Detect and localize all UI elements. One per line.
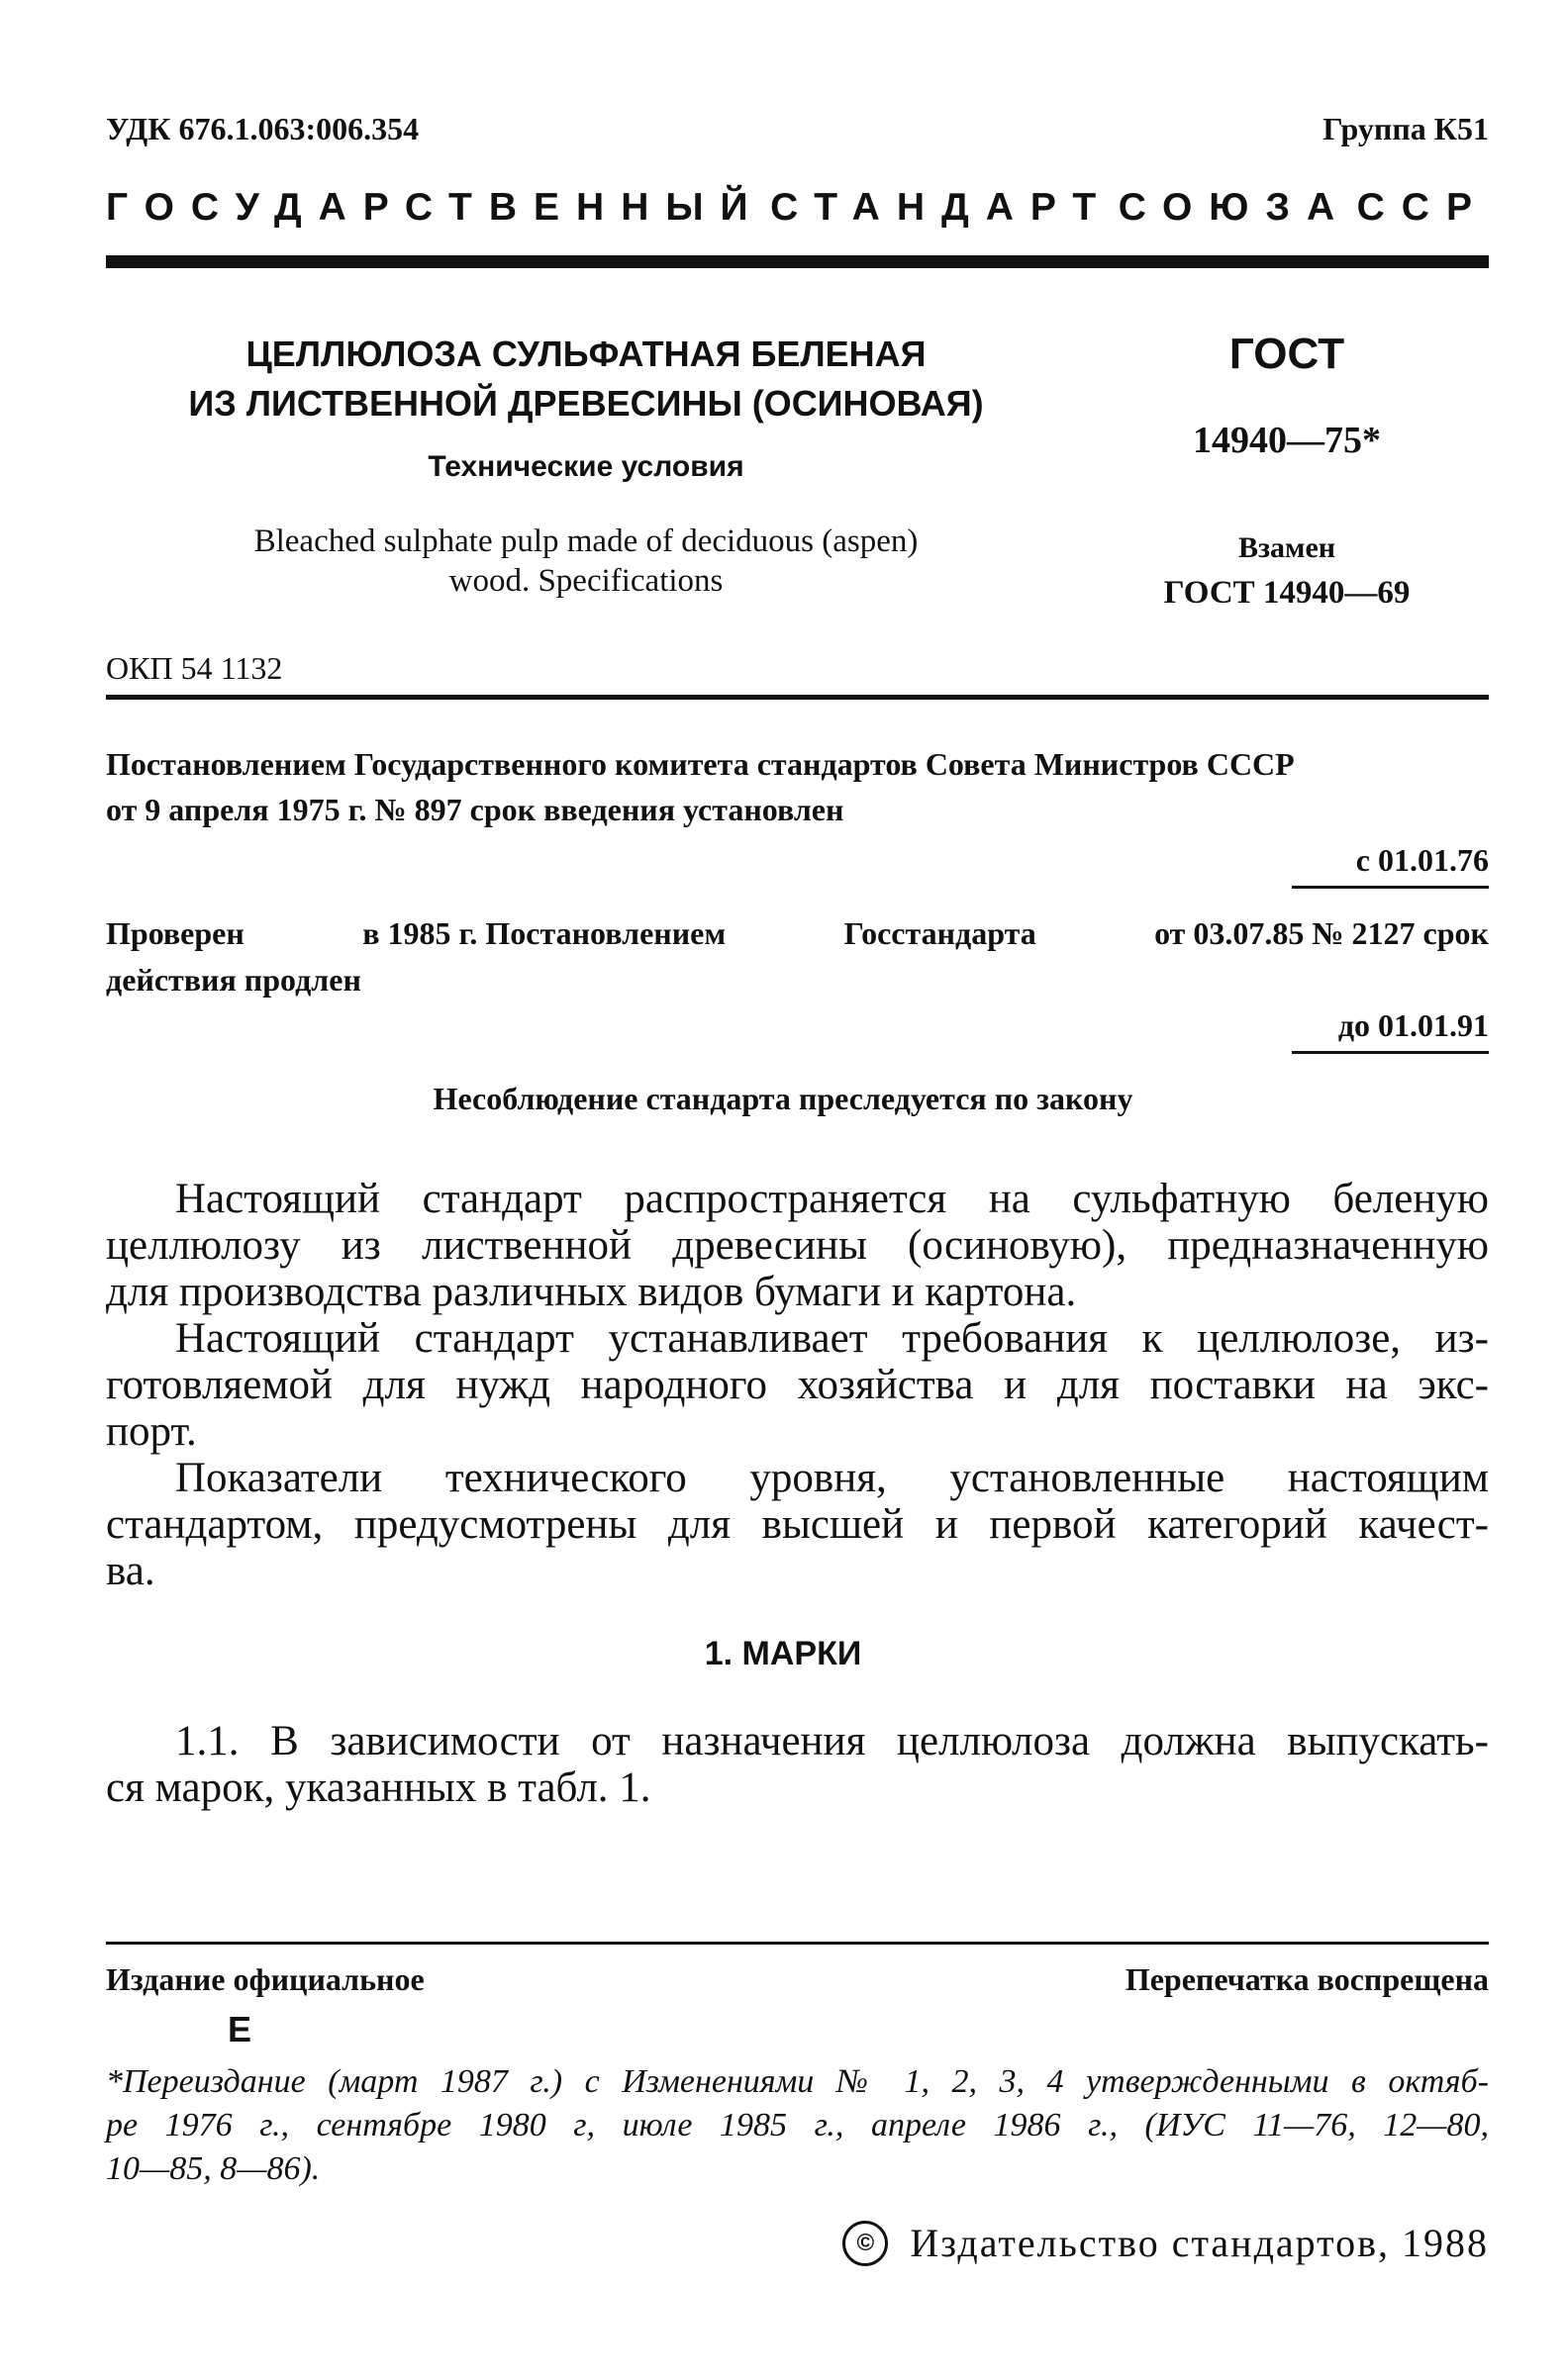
check-part: Госстандарта (843, 915, 1036, 951)
check-line-1 (106, 915, 1489, 952)
reprint-prohibited: Перепечатка воспрещена (1125, 1961, 1489, 1997)
heading-word: СОЮЗА (1118, 186, 1352, 229)
official-edition: Издание официальное (106, 1961, 425, 1997)
body-line: ся марок, указанных в табл. 1. (106, 1764, 651, 1811)
gost-label: ГОСТ (1228, 330, 1345, 378)
date-underline (1292, 886, 1489, 889)
footnote-line: *Переиздание (март 1987 г.) с Изменениями № 1, 2, 3, 4 утвержденными в октяб- (106, 2063, 1489, 2100)
gost-number: 14940—75* (1193, 420, 1381, 461)
body-line: 1.1. В зависимости от назначения целлюлоза должна выпускать- (175, 1718, 1489, 1764)
check-part: от 03.07.85 № 2127 срок (1154, 915, 1489, 951)
body-line: готовляемой для нужд народного хозяйства и для поставки на экс- (106, 1362, 1489, 1408)
heading-word: СТАНДАРТ (770, 186, 1114, 229)
body-line: стандартом, предусмотрены для высшей и первой категорий качест- (106, 1501, 1489, 1548)
group-code: Группа К51 (1322, 111, 1489, 146)
replaces-gost: ГОСТ 14940—69 (1163, 575, 1411, 611)
footnote-line: ре 1976 г., сентябре 1980 г, июле 1985 г., апреле 1986 г., (ИУС 11—76, 12—80, (106, 2107, 1489, 2143)
publisher-line (842, 2220, 1489, 2266)
divider (106, 695, 1489, 700)
gost-block (1079, 330, 1495, 612)
footnote-line: 10—85, 8—86). (106, 2150, 321, 2187)
body-line: Настоящий стандарт устанавливает требования к целлюлозе, из- (175, 1315, 1489, 1362)
title-line-1: ЦЕЛЛЮЛОЗА СУЛЬФАТНАЯ БЕЛЕНАЯ (245, 333, 927, 374)
udk-code: УДК 676.1.063:006.354 (106, 111, 420, 146)
heading-word: ССР (1356, 186, 1489, 229)
body-line: порт. (106, 1408, 197, 1455)
footer-divider (106, 1942, 1489, 1945)
replaces-label: Взамен (1237, 531, 1336, 564)
body-line: Настоящий стандарт распространяется на сульфатную беленую (175, 1176, 1489, 1222)
decree-date: с 01.01.76 (1355, 842, 1489, 878)
title-english: Bleached sulphate pulp made of deciduous (aspen) wood. Specifications (253, 524, 919, 599)
decree-line-1: Постановлением Государственного комитета стандартов Совета Министров СССР (106, 746, 1295, 782)
publisher-name: Издательство стандартов, 1988 (910, 2221, 1489, 2265)
body-line: Показатели технического уровня, установленные настоящим (175, 1455, 1489, 1501)
document-title (106, 330, 1066, 601)
section-heading: 1. МАРКИ (704, 1635, 862, 1672)
title-subtitle: Технические условия (428, 450, 744, 483)
body-line: для производства различных видов бумаги и картона. (106, 1269, 1077, 1315)
edition-mark: Е (228, 2009, 252, 2049)
check-line-2: действия продлен (106, 962, 361, 998)
date-underline (1292, 1051, 1489, 1054)
heading-word: ГОСУДАРСТВЕННЫЙ (106, 186, 765, 229)
legal-warning: Несоблюдение стандарта преследуется по закону (433, 1081, 1133, 1116)
title-line-2: ИЗ ЛИСТВЕННОЙ ДРЕВЕСИНЫ (ОСИНОВАЯ) (188, 383, 984, 424)
decree-line-2: от 9 апреля 1975 г. № 897 срок введения установлен (106, 792, 844, 827)
copyright-icon: © (842, 2221, 888, 2266)
state-standard-heading (106, 186, 1489, 230)
thick-divider (106, 255, 1489, 268)
check-date: до 01.01.91 (1337, 1007, 1489, 1043)
check-part: в 1985 г. Постановлением (362, 915, 727, 951)
body-line: ва. (106, 1548, 155, 1594)
body-line: целлюлозу из лиственной древесины (осиновую), предназначенную (106, 1222, 1489, 1269)
check-part: Проверен (106, 915, 245, 951)
okp-code: ОКП 54 1132 (106, 650, 283, 686)
